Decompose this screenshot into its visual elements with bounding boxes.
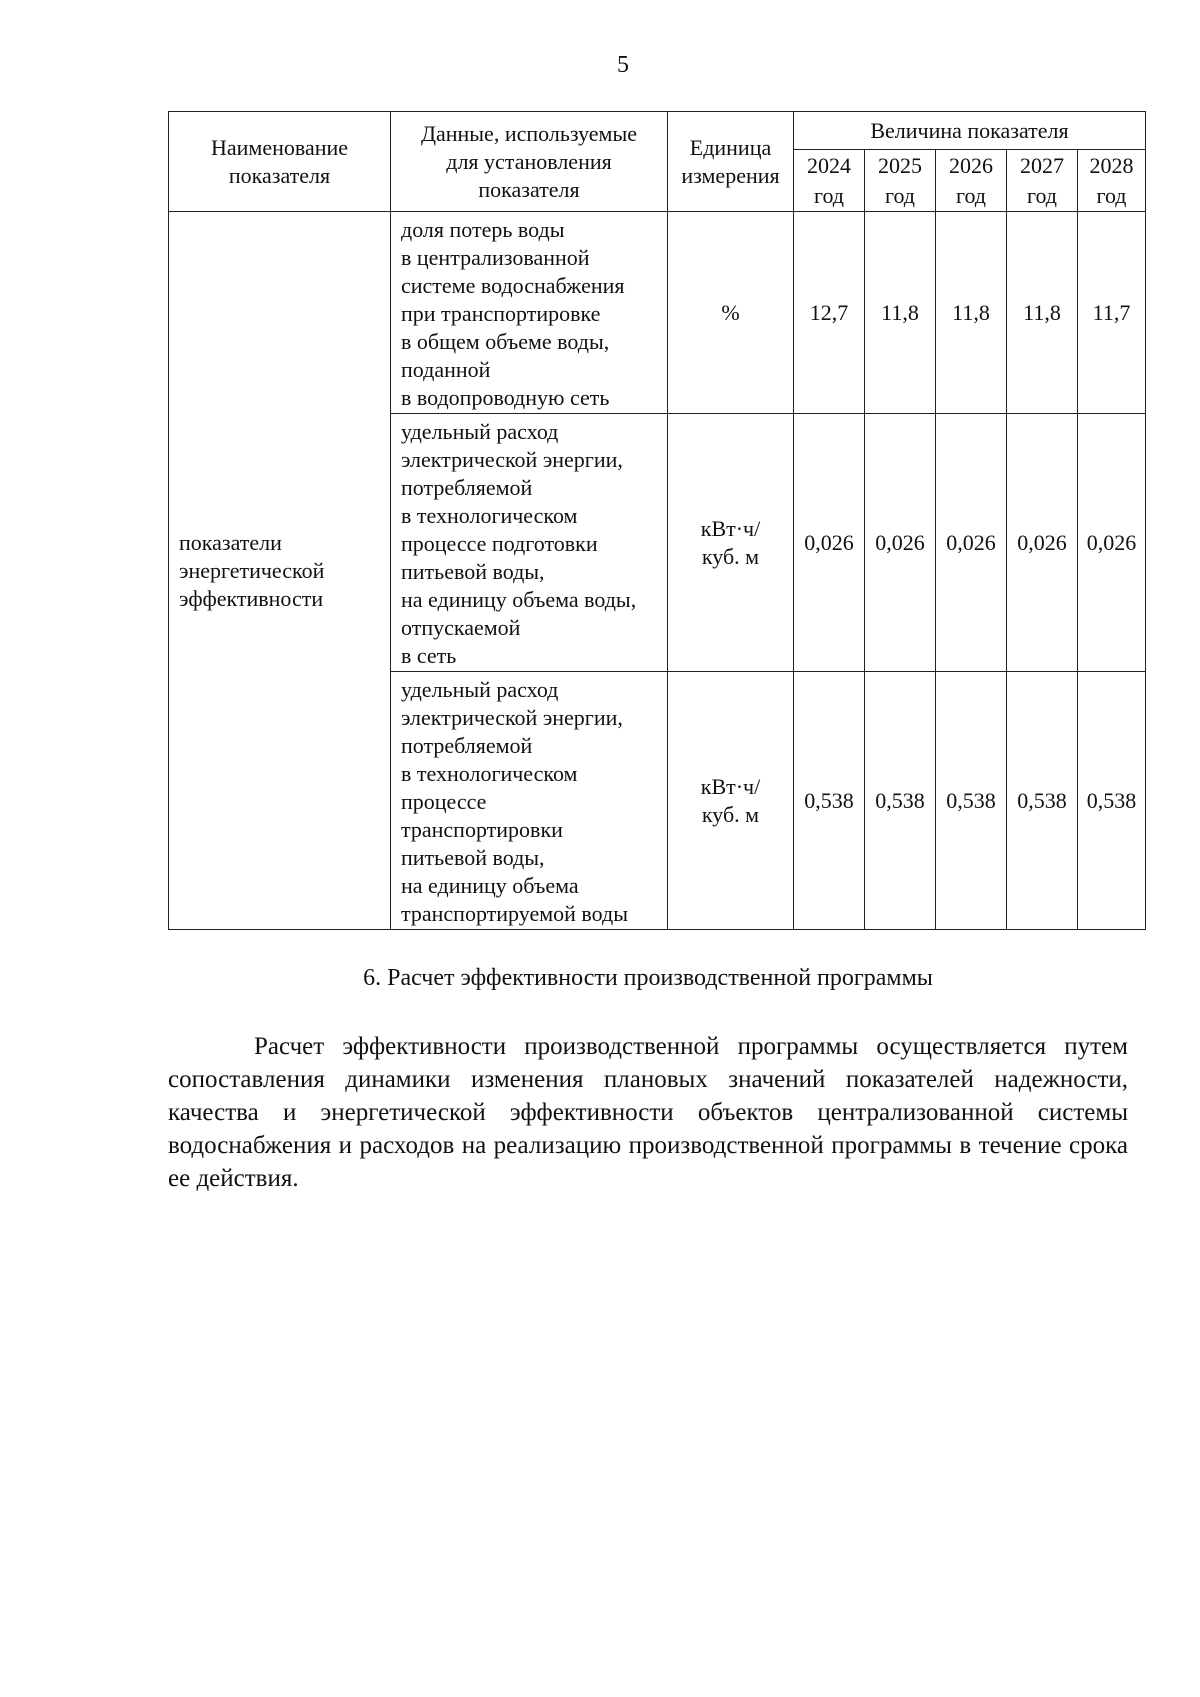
row-value-cell: 0,538 xyxy=(1007,672,1078,930)
header-year-2027: 2027 год xyxy=(1007,150,1078,212)
row-unit-cell: % xyxy=(668,212,794,414)
row-data-cell: удельный расход электрической энергии, потребляемой в технологическом процессе подготовки питьевой воды, на единицу объема воды, отпускаемой в сеть xyxy=(391,414,668,672)
row-value-cell: 0,538 xyxy=(936,672,1007,930)
header-value: Величина показателя xyxy=(794,112,1146,150)
row-value-cell: 0,538 xyxy=(865,672,936,930)
header-unit: Единица измерения xyxy=(668,112,794,212)
page-number: 5 xyxy=(617,52,629,78)
section-paragraph: Расчет эффективности производственной программы осуществляется путем сопоставления динамики изменения плановых значений показателей надежности, качества и энергетической эффективности объектов централизованной системы водоснабжения и расходов на реализацию производственной программы в течение срока ее действия. xyxy=(168,1033,1128,1192)
table-row xyxy=(169,212,1146,414)
header-year-2025: 2025 год xyxy=(865,150,936,212)
row-value-cell: 0,026 xyxy=(1078,414,1146,672)
indicators-table xyxy=(168,111,1146,930)
row-value-cell: 12,7 xyxy=(794,212,865,414)
row-value-cell: 0,538 xyxy=(794,672,865,930)
row-value-cell: 11,8 xyxy=(865,212,936,414)
header-year-2026: 2026 год xyxy=(936,150,1007,212)
row-unit-cell: кВт·ч/ куб. м xyxy=(668,414,794,672)
row-value-cell: 11,8 xyxy=(936,212,1007,414)
row-value-cell: 0,026 xyxy=(1007,414,1078,672)
row-value-cell: 0,026 xyxy=(865,414,936,672)
row-value-cell: 0,026 xyxy=(794,414,865,672)
row-value-cell: 11,7 xyxy=(1078,212,1146,414)
header-year-2024: 2024 год xyxy=(794,150,865,212)
row-data-cell: удельный расход электрической энергии, потребляемой в технологическом процессе транспортировки питьевой воды, на единицу объема транспортируемой воды xyxy=(391,672,668,930)
section-title: 6. Расчет эффективности производственной программы xyxy=(363,965,933,991)
header-year-2028: 2028 год xyxy=(1078,150,1146,212)
row-value-cell: 11,8 xyxy=(1007,212,1078,414)
row-unit-cell: кВт·ч/ куб. м xyxy=(668,672,794,930)
row-data-cell: доля потерь воды в централизованной системе водоснабжения при транспортировке в общем объеме воды, поданной в водопроводную сеть xyxy=(391,212,668,414)
row-value-cell: 0,538 xyxy=(1078,672,1146,930)
row-value-cell: 0,026 xyxy=(936,414,1007,672)
header-data: Данные, используемые для установления показателя xyxy=(391,112,668,212)
header-name: Наименование показателя xyxy=(169,112,391,212)
table-header-row xyxy=(169,112,1146,150)
group-name-cell: показатели энергетической эффективности xyxy=(169,212,391,930)
